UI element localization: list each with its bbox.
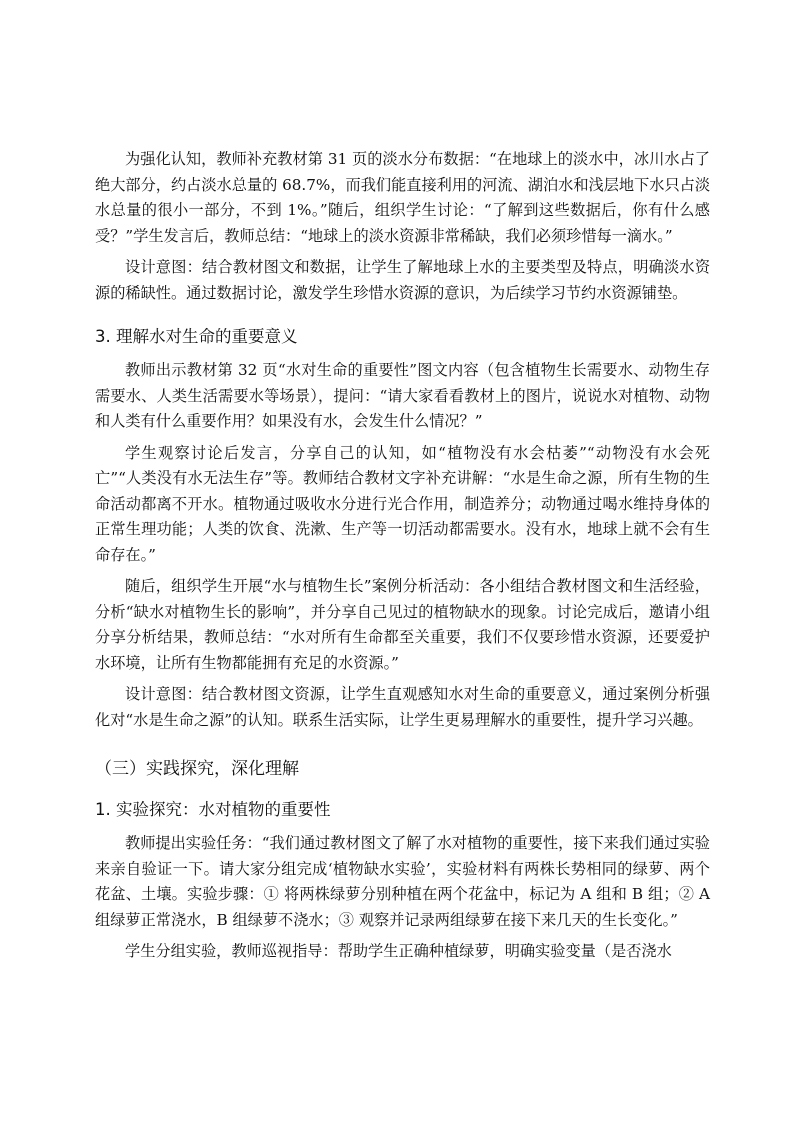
paragraph-case-analysis: 随后，组织学生开展“水与植物生长”案例分析活动：各小组结合教材图文和生活经验，分析“缺水对植物生长的影响”，并分享自己见过的植物缺水的现象。讨论完成后，邀请小组分享分析结果，教师总结：“水对所有生命都至关重要，我们不仅要珍惜水资源，还要爱护水环境，让所有生物都能拥有充足的水资源。” bbox=[95, 577, 710, 672]
paragraph-design-intent-2: 设计意图：结合教材图文资源，让学生直观感知水对生命的重要意义，通过案例分析强化对“水是生命之源”的认知。联系生活实际，让学生更易理解水的重要性，提升学习兴趣。 bbox=[95, 685, 710, 729]
paragraph-textbook-page32: 教师出示教材第 32 页“水对生命的重要性”图文内容（包含植物生长需要水、动物生存需要水、人类生活需要水等场景），提问：“请大家看看教材上的图片，说说水对植物、动物和人类有什么重要作用？如果没有水，会发生什么情况？” bbox=[95, 361, 710, 430]
heading-experiment: 1. 实验探究：水对植物的重要性 bbox=[95, 800, 331, 819]
paragraph-group-experiment: 学生分组实验，教师巡视指导：帮助学生正确种植绿萝，明确实验变量（是否浇水 bbox=[125, 942, 672, 960]
paragraph-student-discussion: 学生观察讨论后发言，分享自己的认知，如“植物没有水会枯萎”“动物没有水会死亡”“人类没有水无法生存”等。教师结合教材文字补充讲解：“水是生命之源，所有生物的生命活动都离不开水。植物通过吸收水分进行光合作用，制造养分；动物通过喝水维持身体的正常生理功能；人类的饮食、洗漱、生产等一切活动都需要水。没有水，地球上就不会有生命存在。” bbox=[95, 443, 710, 564]
paragraph-freshwater-data: 为强化认知，教师补充教材第 31 页的淡水分布数据：“在地球上的淡水中，冰川水占了绝大部分，约占淡水总量的 68.7%，而我们能直接利用的河流、湖泊水和浅层地下水只占淡水总量的很小一部分，不到 1%。”随后，组织学生讨论：“了解到这些数据后，你有什么感受？”学生发言后，教师总结：“地球上的淡水资源非常稀缺，我们必须珍惜每一滴水。” bbox=[95, 150, 711, 245]
paragraph-experiment-task: 教师提出实验任务：“我们通过教材图文了解了水对植物的重要性，接下来我们通过实验来亲自验证一下。请大家分组完成‘植物缺水实验’，实验材料有两株长势相同的绿萝、两个花盆、土壤。实验步骤：① 将两株绿萝分别种植在两个花盆中，标记为 A 组和 B 组；② A 组绿萝正常浇水，B 组绿萝不浇水；③ 观察并记录两组绿萝在接下来几天的生长变化。” bbox=[95, 834, 711, 929]
document-page bbox=[95, 147, 710, 965]
paragraph-design-intent-1: 设计意图：结合教材图文和数据，让学生了解地球上水的主要类型及特点，明确淡水资源的稀缺性。通过数据讨论，激发学生珍惜水资源的意识，为后续学习节约水资源铺垫。 bbox=[95, 258, 710, 302]
heading-water-life-meaning: 3. 理解水对生命的重要意义 bbox=[95, 327, 298, 346]
heading-section-three: （三）实践探究，深化理解 bbox=[95, 759, 299, 779]
